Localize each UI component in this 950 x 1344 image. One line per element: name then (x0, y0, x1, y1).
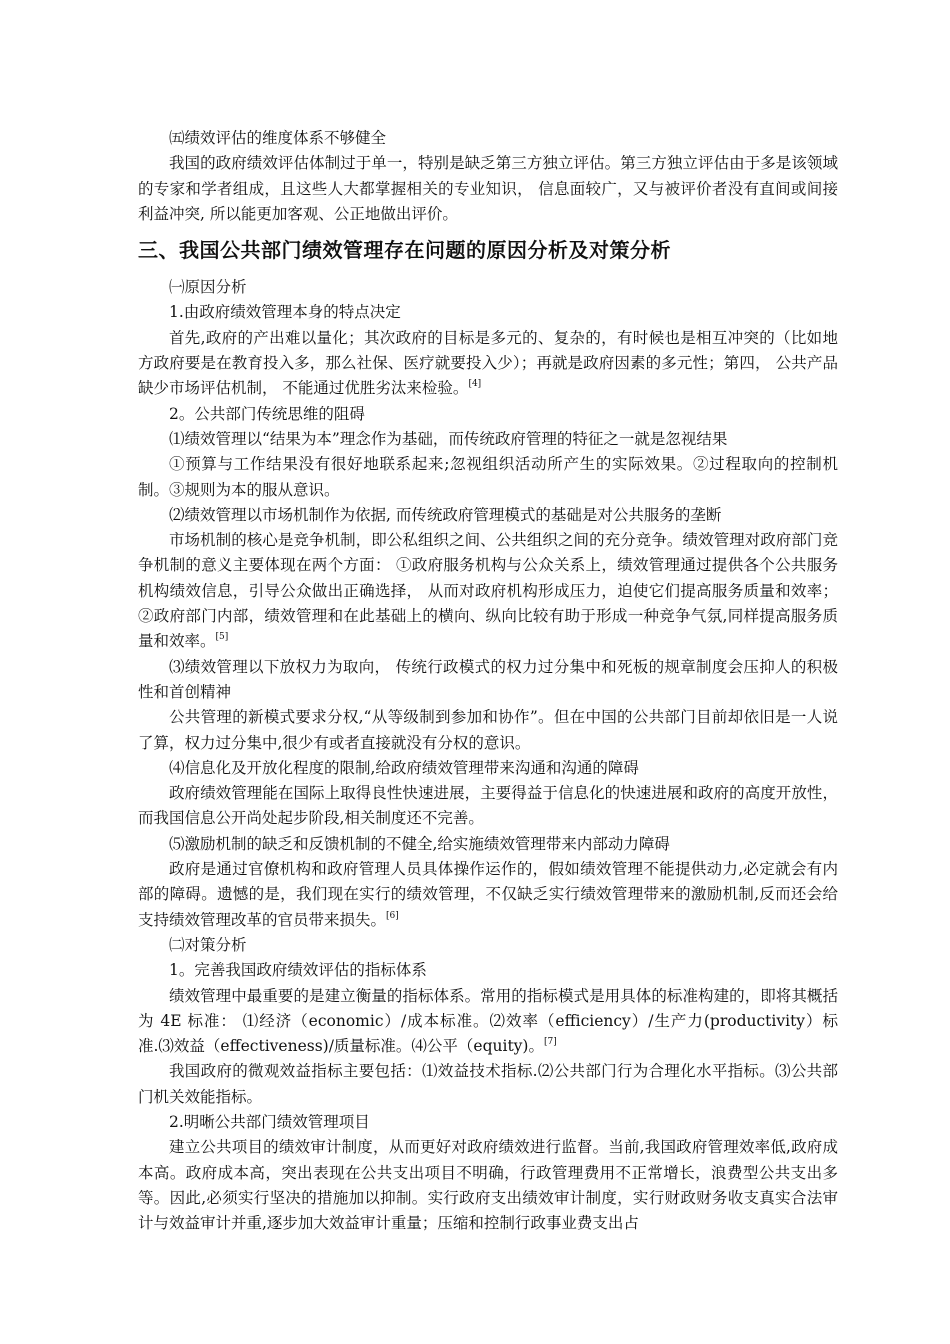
paragraph-text: ㈠原因分析 (169, 278, 247, 297)
paragraph (138, 452, 838, 503)
paragraph-text: 首先,政府的产出难以量化；其次政府的目标是多元的、复杂的，有时候也是相互冲突的（比如地方政府要是在教育投入多，那么社保、医疗就要投入少）；再就是政府因素的多元性；第四， 公共产品缺少市场评估机制， 不能通过优胜劣汰来检验。 (138, 328, 838, 398)
paragraph (138, 300, 838, 325)
paragraph (138, 402, 838, 427)
citation-ref: [6] (386, 910, 399, 921)
paragraph (138, 832, 838, 857)
paragraph (138, 126, 838, 151)
paragraph-text: 1.由政府绩效管理本身的特点决定 (169, 303, 401, 322)
paragraph-text: ⑸激励机制的缺乏和反馈机制的不健全,给实施绩效管理带来内部动力障碍 (169, 834, 670, 853)
document-page (138, 126, 838, 1236)
paragraph (138, 1059, 838, 1110)
paragraph-text: ㈡对策分析 (169, 935, 247, 954)
paragraph (138, 958, 838, 983)
paragraph-text: 2.明晰公共部门绩效管理项目 (169, 1112, 370, 1131)
paragraph (138, 326, 838, 402)
paragraph-text: 政府是通过官僚机构和政府管理人员具体操作运作的，假如绩效管理不能提供动力,必定就会有内部的障碍。遗憾的是，我们现在实行的绩效管理，不仅缺乏实行绩效管理带来的激励机制,反而还会给支持绩效管理改革的官员带来损失。 (138, 860, 838, 929)
paragraph-text: ⑷信息化及开放化程度的限制,给政府绩效管理带来沟通和沟通的障碍 (169, 758, 639, 777)
paragraph (138, 705, 838, 756)
section-heading (138, 235, 838, 265)
paragraph (138, 857, 838, 933)
paragraph (138, 655, 838, 706)
paragraph-text: 三、我国公共部门绩效管理存在问题的原因分析及对策分析 (138, 238, 671, 263)
paragraph (138, 528, 838, 654)
paragraph-text: 公共管理的新模式要求分权,“从等级制到参加和协作”。但在中国的公共部门目前却依旧是一人说了算，权力过分集中,很少有或者直接就没有分权的意识。 (138, 708, 838, 752)
paragraph-text: 我国政府的微观效益指标主要包括：⑴效益技术指标.⑵公共部门行为合理化水平指标。⑶公共部门机关效能指标。 (138, 1062, 838, 1106)
paragraph (138, 503, 838, 528)
paragraph (138, 1135, 838, 1236)
paragraph (138, 933, 838, 958)
paragraph-text: 政府绩效管理能在国际上取得良性快速进展，主要得益于信息化的快速进展和政府的高度开放性，而我国信息公开尚处起步阶段,相关制度还不完善。 (138, 784, 838, 828)
paragraph-text: ⑶绩效管理以下放权力为取向， 传统行政模式的权力过分集中和死板的规章制度会压抑人的积极性和首创精神 (138, 657, 838, 701)
citation-ref: [4] (468, 379, 482, 390)
citation-ref: [5] (215, 632, 229, 643)
paragraph-text: 绩效管理中最重要的是建立衡量的指标体系。常用的指标模式是用具体的标准构建的，即将其概括为 4E 标准： ⑴经济（economic）/成本标准。⑵效率（efficiency）/生产力(productivity）标准.⑶效益（effectiveness)/质量标准。⑷公平（equity)。 (138, 986, 838, 1056)
paragraph-text: 建立公共项目的绩效审计制度，从而更好对政府绩效进行监督。当前,我国政府管理效率低,政府成本高。政府成本高，突出表现在公共支出项目不明确，行政管理费用不正常增长，浪费型公共支出多等。因此,必须实行坚决的措施加以抑制。实行政府支出绩效审计制度，实行财政财务收支真实合法审计与效益审计并重,逐步加大效益审计重量；压缩和控制行政事业费支出占 (138, 1138, 838, 1233)
paragraph (138, 756, 838, 781)
paragraph-text: ⑵绩效管理以市场机制作为依据, 而传统政府管理模式的基础是对公共服务的垄断 (169, 505, 722, 524)
paragraph-text: ①预算与工作结果没有很好地联系起来;忽视组织活动所产生的实际效果。②过程取向的控制机制。③规则为本的服从意识。 (138, 455, 838, 499)
paragraph (138, 275, 838, 300)
paragraph (138, 427, 838, 452)
paragraph (138, 984, 838, 1060)
paragraph-text: 2。公共部门传统思维的阻碍 (169, 404, 365, 423)
paragraph-text: 我国的政府绩效评估体制过于单一，特别是缺乏第三方独立评估。第三方独立评估由于多是该领域的专家和学者组成，且这些人大都掌握相关的专业知识， 信息面较广，又与被评价者没有直间或间接利益冲突, 所以能更加客观、公正地做出评价。 (138, 154, 838, 223)
paragraph (138, 781, 838, 832)
paragraph-text: 1。完善我国政府绩效评估的指标体系 (169, 961, 427, 980)
citation-ref: [7] (543, 1037, 557, 1048)
paragraph (138, 1110, 838, 1135)
paragraph-text: ⑴绩效管理以“结果为本”理念作为基础，而传统政府管理的特征之一就是忽视结果 (169, 429, 728, 448)
paragraph-text: ㈤绩效评估的维度体系不够健全 (169, 129, 387, 147)
paragraph-text: 市场机制的核心是竞争机制，即公私组织之间、公共组织之间的充分竞争。绩效管理对政府部门竞争机制的意义主要体现在两个方面： ①政府服务机构与公众关系上，绩效管理通过提供各个公共服务机构绩效信息，引导公众做出正确选择， 从而对政府机构形成压力，迫使它们提高服务质量和效率；②政府部门内部，绩效管理和在此基础上的横向、纵向比较有助于形成一种竞争气氛,同样提高服务质量和效率。 (138, 531, 838, 651)
paragraph (138, 151, 838, 227)
